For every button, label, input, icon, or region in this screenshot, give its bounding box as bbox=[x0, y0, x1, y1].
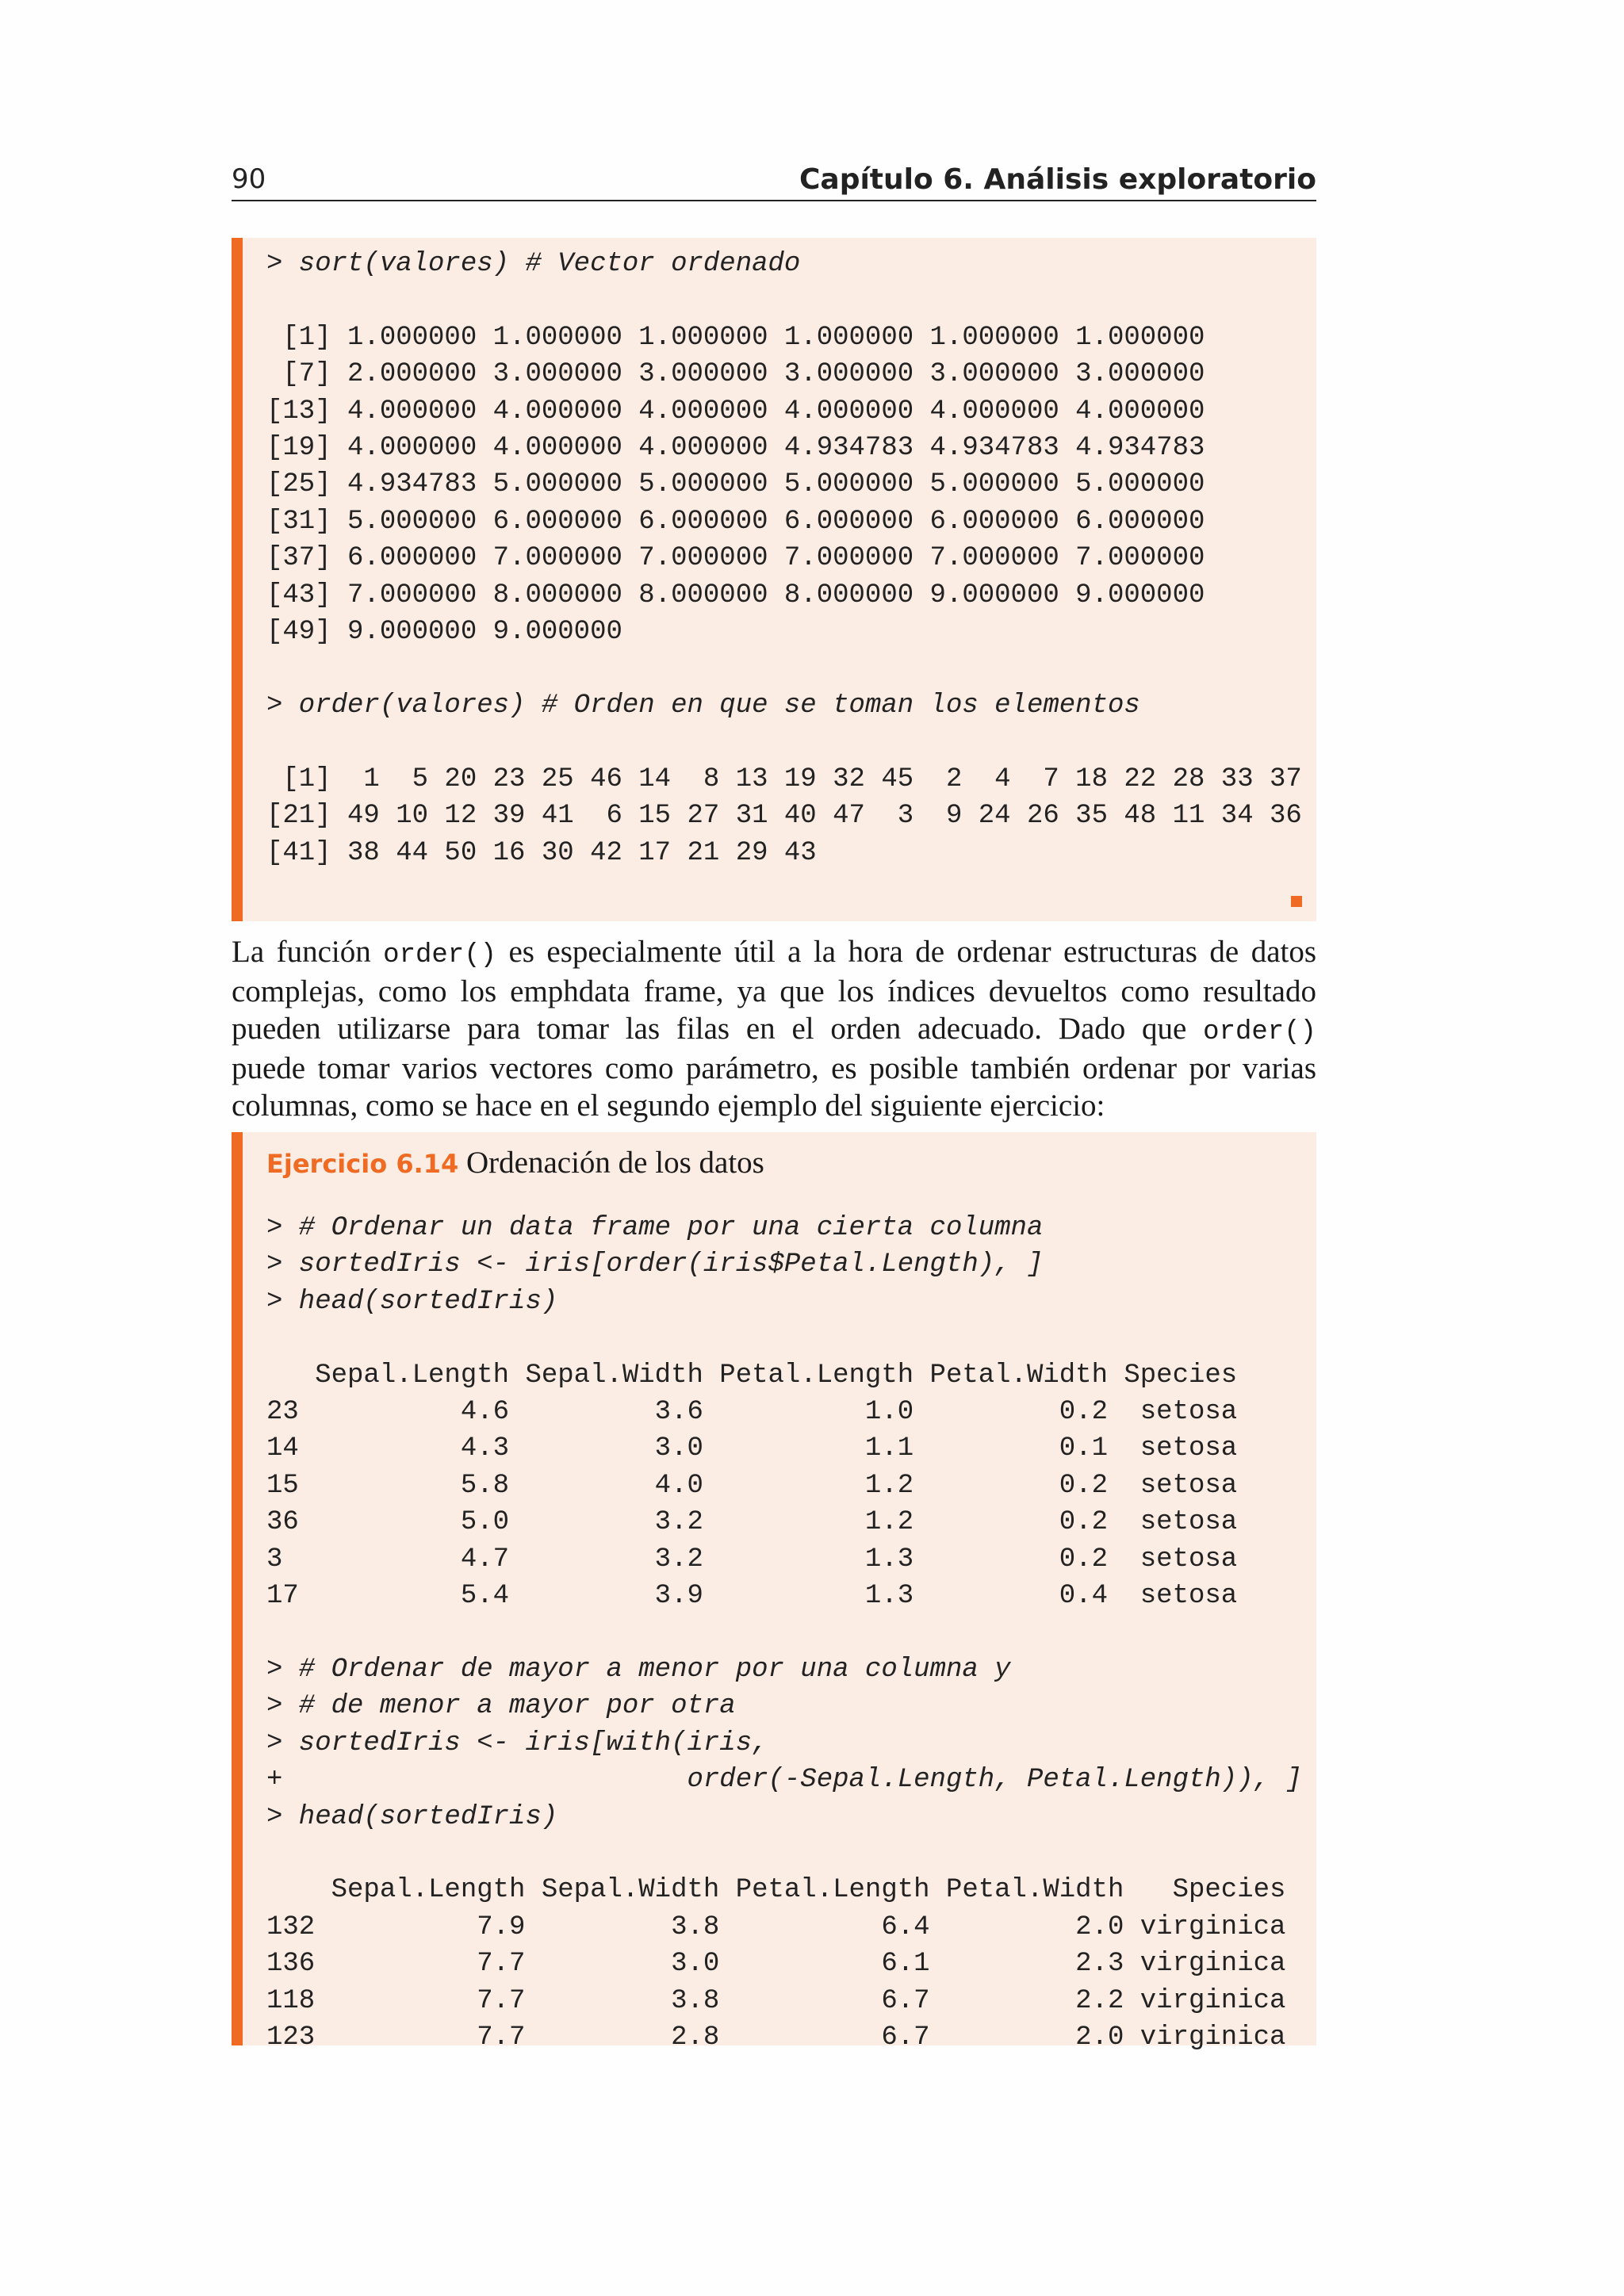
code-listing bbox=[266, 246, 1302, 871]
code-input-line: > # Ordenar de mayor a menor por una columna y bbox=[266, 1654, 1011, 1685]
code-output-line: [1] 1.000000 1.000000 1.000000 1.000000 1.000000 1.000000 bbox=[266, 322, 1205, 353]
code-input-line: > # de menor a mayor por otra bbox=[266, 1691, 736, 1722]
inline-code: order() bbox=[1203, 1016, 1316, 1047]
code-input-line: + order(-Sepal.Length, Petal.Length)), ] bbox=[266, 1765, 1302, 1796]
code-output-line: [7] 2.000000 3.000000 3.000000 3.000000 3.000000 3.000000 bbox=[266, 359, 1205, 390]
inline-code: order() bbox=[383, 940, 496, 970]
code-output-line: [1] 1 5 20 23 25 46 14 8 13 19 32 45 2 4 7 18 22 28 33 37 bbox=[266, 763, 1302, 794]
exercise-heading bbox=[266, 1145, 764, 1181]
code-output-line: [21] 49 10 12 39 41 6 15 27 31 40 47 3 9 24 26 35 48 11 34 36 bbox=[266, 801, 1302, 832]
code-input-line: > head(sortedIris) bbox=[266, 1801, 558, 1832]
code-output-line: 132 7.9 3.8 6.4 2.0 virginica bbox=[266, 1911, 1286, 1942]
end-of-example-marker bbox=[1291, 896, 1302, 907]
paragraph-line: puede tomar varios vectores como parámetro, es posible también ordenar por varias bbox=[232, 1051, 1316, 1086]
code-block-sort-order bbox=[232, 238, 1316, 921]
code-input-line: > # Ordenar un data frame por una cierta columna bbox=[266, 1213, 1044, 1243]
code-input-line: > sortedIris <- iris[order(iris$Petal.Length), ] bbox=[266, 1249, 1044, 1280]
code-input-line: > sortedIris <- iris[with(iris, bbox=[266, 1728, 768, 1758]
code-output-line: [25] 4.934783 5.000000 5.000000 5.000000 5.000000 5.000000 bbox=[266, 469, 1205, 500]
code-output-line: 123 7.7 2.8 6.7 2.0 virginica bbox=[266, 2022, 1286, 2053]
paragraph-line: pueden utilizarse para tomar las filas en el orden adecuado. Dado que order() bbox=[232, 1011, 1316, 1047]
paragraph-line: complejas, como los emphdata frame, ya que los índices devueltos como resultado bbox=[232, 974, 1316, 1009]
page-header bbox=[232, 162, 1316, 201]
paragraph-line: La función order() es especialmente útil a la hora de ordenar estructuras de datos bbox=[232, 935, 1317, 970]
code-output-line: 14 4.3 3.0 1.1 0.1 setosa bbox=[266, 1433, 1238, 1464]
code-output-line: 3 4.7 3.2 1.3 0.2 setosa bbox=[266, 1544, 1238, 1575]
page-number: 90 bbox=[232, 163, 266, 195]
code-output-line: [31] 5.000000 6.000000 6.000000 6.000000 6.000000 6.000000 bbox=[266, 506, 1205, 537]
code-output-line: [19] 4.000000 4.000000 4.000000 4.934783 4.934783 4.934783 bbox=[266, 433, 1205, 464]
code-output-line: 15 5.8 4.0 1.2 0.2 setosa bbox=[266, 1470, 1238, 1501]
chapter-title: Capítulo 6. Análisis exploratorio bbox=[799, 163, 1316, 196]
code-output-line: 36 5.0 3.2 1.2 0.2 setosa bbox=[266, 1507, 1238, 1538]
code-output-line: [43] 7.000000 8.000000 8.000000 8.000000 9.000000 9.000000 bbox=[266, 580, 1205, 610]
code-output-line: 118 7.7 3.8 6.7 2.2 virginica bbox=[266, 1985, 1286, 2016]
code-output-line: Sepal.Length Sepal.Width Petal.Length Petal.Width Species bbox=[266, 1875, 1286, 1906]
code-output-line: 23 4.6 3.6 1.0 0.2 setosa bbox=[266, 1397, 1238, 1428]
code-input-line: > head(sortedIris) bbox=[266, 1286, 558, 1317]
code-output-line: [41] 38 44 50 16 30 42 17 21 29 43 bbox=[266, 837, 817, 868]
code-input-line: > sort(valores) # Vector ordenado bbox=[266, 249, 801, 279]
code-output-line: Sepal.Length Sepal.Width Petal.Length Petal.Width Species bbox=[266, 1360, 1238, 1391]
exercise-block bbox=[232, 1132, 1316, 2053]
exercise-label: Ejercicio 6.14 bbox=[266, 1149, 459, 1179]
code-input-line: > order(valores) # Orden en que se toman los elementos bbox=[266, 690, 1140, 721]
exercise-code-listing bbox=[266, 1210, 1302, 2056]
code-output-line: [37] 6.000000 7.000000 7.000000 7.000000 7.000000 7.000000 bbox=[266, 543, 1205, 574]
code-output-line: [49] 9.000000 9.000000 bbox=[266, 617, 622, 648]
code-output-line: 17 5.4 3.9 1.3 0.4 setosa bbox=[266, 1581, 1238, 1612]
code-output-line: 136 7.7 3.0 6.1 2.3 virginica bbox=[266, 1949, 1286, 1980]
code-output-line: [13] 4.000000 4.000000 4.000000 4.000000 4.000000 4.000000 bbox=[266, 396, 1205, 427]
body-paragraph bbox=[232, 934, 1316, 1124]
exercise-title: Ordenación de los datos bbox=[466, 1146, 764, 1180]
paragraph-line: columnas, como se hace en el segundo ejemplo del siguiente ejercicio: bbox=[232, 1088, 1105, 1123]
